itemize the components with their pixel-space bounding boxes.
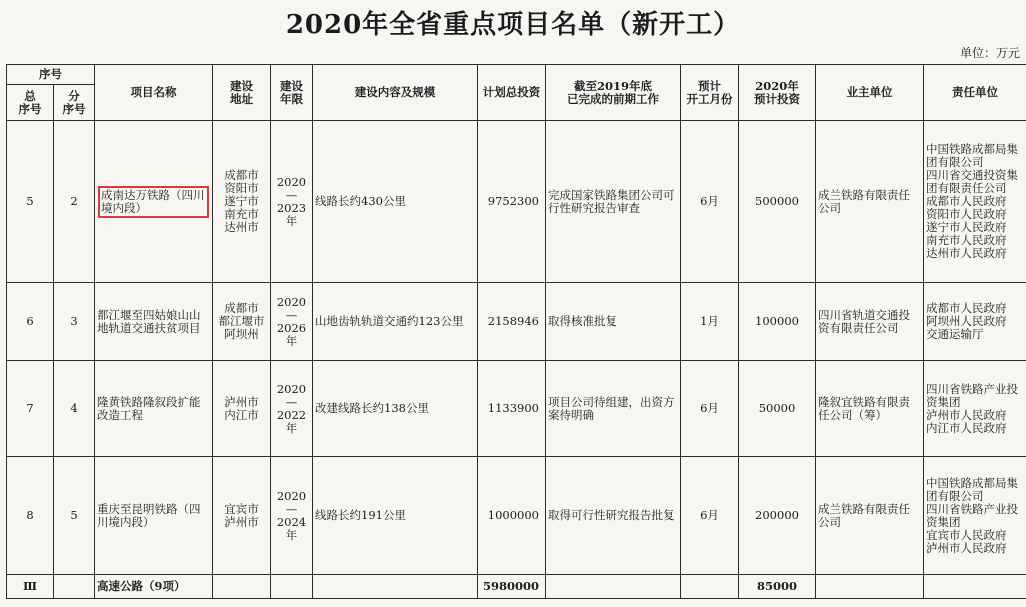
cell-name: 重庆至昆明铁路（四川境内段） (95, 457, 213, 575)
cell-prework (546, 575, 681, 599)
cell-start-month: 6月 (681, 121, 739, 283)
header-name: 项目名称 (95, 65, 213, 121)
cell-responsible: 成都市人民政府 阿坝州人民政府 交通运输厅 (924, 283, 1026, 361)
unit-label: 单位：万元 (959, 46, 1020, 60)
cell-owner: 四川省轨道交通投资有限责任公司 (816, 283, 924, 361)
header-sub-seq: 分 序号 (54, 85, 95, 121)
cell-responsible: 中国铁路成都局集团有限公司 四川省铁路产业投资集团 宜宾市人民政府 泸州市人民政府 (924, 457, 1026, 575)
cell-prework: 取得可行性研究报告批复 (546, 457, 681, 575)
cell-total-seq: 7 (7, 361, 54, 457)
cell-name: 隆黄铁路隆叙段扩能改造工程 (95, 361, 213, 457)
cell-years (271, 575, 313, 599)
cell-years: 2020— 2023年 (271, 121, 313, 283)
table-row (7, 361, 1026, 457)
header-responsible: 责任单位 (924, 65, 1026, 121)
table-row (7, 457, 1026, 575)
cell-total-seq: 8 (7, 457, 54, 575)
cell-start-month (681, 575, 739, 599)
header-location: 建设 地址 (213, 65, 271, 121)
cell-invest-2020: 100000 (739, 283, 816, 361)
cell-total-seq: Ⅲ (7, 575, 54, 599)
cell-invest-2020: 85000 (739, 575, 816, 599)
header-years: 建设 年限 (271, 65, 313, 121)
cell-location: 成都市 资阳市 遂宁市 南充市 达州市 (213, 121, 271, 283)
table-row (7, 121, 1026, 283)
cell-content: 山地齿轨轨道交通约123公里 (313, 283, 478, 361)
cell-responsible: 中国铁路成都局集团有限公司 四川省交通投资集团有限责任公司 成都市人民政府 资阳市人民政府 遂宁市人民政府 南充市人民政府 达州市人民政府 (924, 121, 1026, 283)
cell-investment: 5980000 (478, 575, 546, 599)
cell-invest-2020: 50000 (739, 361, 816, 457)
cell-location: 泸州市 内江市 (213, 361, 271, 457)
cell-name: 都江堰至四姑娘山山地轨道交通扶贫项目 (95, 283, 213, 361)
cell-years: 2020— 2026年 (271, 283, 313, 361)
cell-total-seq: 5 (7, 121, 54, 283)
header-content: 建设内容及规模 (313, 65, 478, 121)
header-investment: 计划总投资 (478, 65, 546, 121)
cell-investment: 9752300 (478, 121, 546, 283)
cell-name: 高速公路（9项） (95, 575, 213, 599)
cell-prework: 取得核准批复 (546, 283, 681, 361)
header-owner: 业主单位 (816, 65, 924, 121)
cell-total-seq: 6 (7, 283, 54, 361)
cell-invest-2020: 200000 (739, 457, 816, 575)
cell-sub-seq: 2 (54, 121, 95, 283)
cell-content: 线路长约430公里 (313, 121, 478, 283)
cell-owner: 隆叙宜铁路有限责任公司（筹） (816, 361, 924, 457)
cell-years: 2020— 2022年 (271, 361, 313, 457)
cell-owner: 成兰铁路有限责任公司 (816, 121, 924, 283)
cell-sub-seq: 3 (54, 283, 95, 361)
header-seq-group: 序号 (7, 65, 95, 85)
cell-start-month: 6月 (681, 457, 739, 575)
cell-start-month: 6月 (681, 361, 739, 457)
cell-content (313, 575, 478, 599)
cell-responsible: 四川省铁路产业投资集团 泸州市人民政府 内江市人民政府 (924, 361, 1026, 457)
cell-investment: 1000000 (478, 457, 546, 575)
cell-start-month: 1月 (681, 283, 739, 361)
cell-investment: 1133900 (478, 361, 546, 457)
project-table (6, 64, 1026, 599)
header-invest-2020: 2020年 预计投资 (739, 65, 816, 121)
cell-content: 改建线路长约138公里 (313, 361, 478, 457)
cell-prework: 项目公司待组建，出资方案待明确 (546, 361, 681, 457)
table-row (7, 283, 1026, 361)
cell-sub-seq: 5 (54, 457, 95, 575)
cell-content: 线路长约191公里 (313, 457, 478, 575)
section-row (7, 575, 1026, 599)
cell-location: 宜宾市 泸州市 (213, 457, 271, 575)
header-prework: 截至2019年底 已完成的前期工作 (546, 65, 681, 121)
cell-responsible (924, 575, 1026, 599)
header-start-month: 预计 开工月份 (681, 65, 739, 121)
cell-sub-seq: 4 (54, 361, 95, 457)
page-title: 2020年全省重点项目名单（新开工） (285, 10, 741, 40)
cell-prework: 完成国家铁路集团公司可行性研究报告审查 (546, 121, 681, 283)
header-total-seq: 总 序号 (7, 85, 54, 121)
cell-owner: 成兰铁路有限责任公司 (816, 457, 924, 575)
cell-owner (816, 575, 924, 599)
highlight-box: 成南达万铁路（四川境内段） (97, 185, 210, 219)
cell-name (95, 121, 213, 283)
cell-location (213, 575, 271, 599)
cell-investment: 2158946 (478, 283, 546, 361)
cell-years: 2020— 2024年 (271, 457, 313, 575)
cell-invest-2020: 500000 (739, 121, 816, 283)
cell-location: 成都市 都江堰市 阿坝州 (213, 283, 271, 361)
cell-sub-seq (54, 575, 95, 599)
